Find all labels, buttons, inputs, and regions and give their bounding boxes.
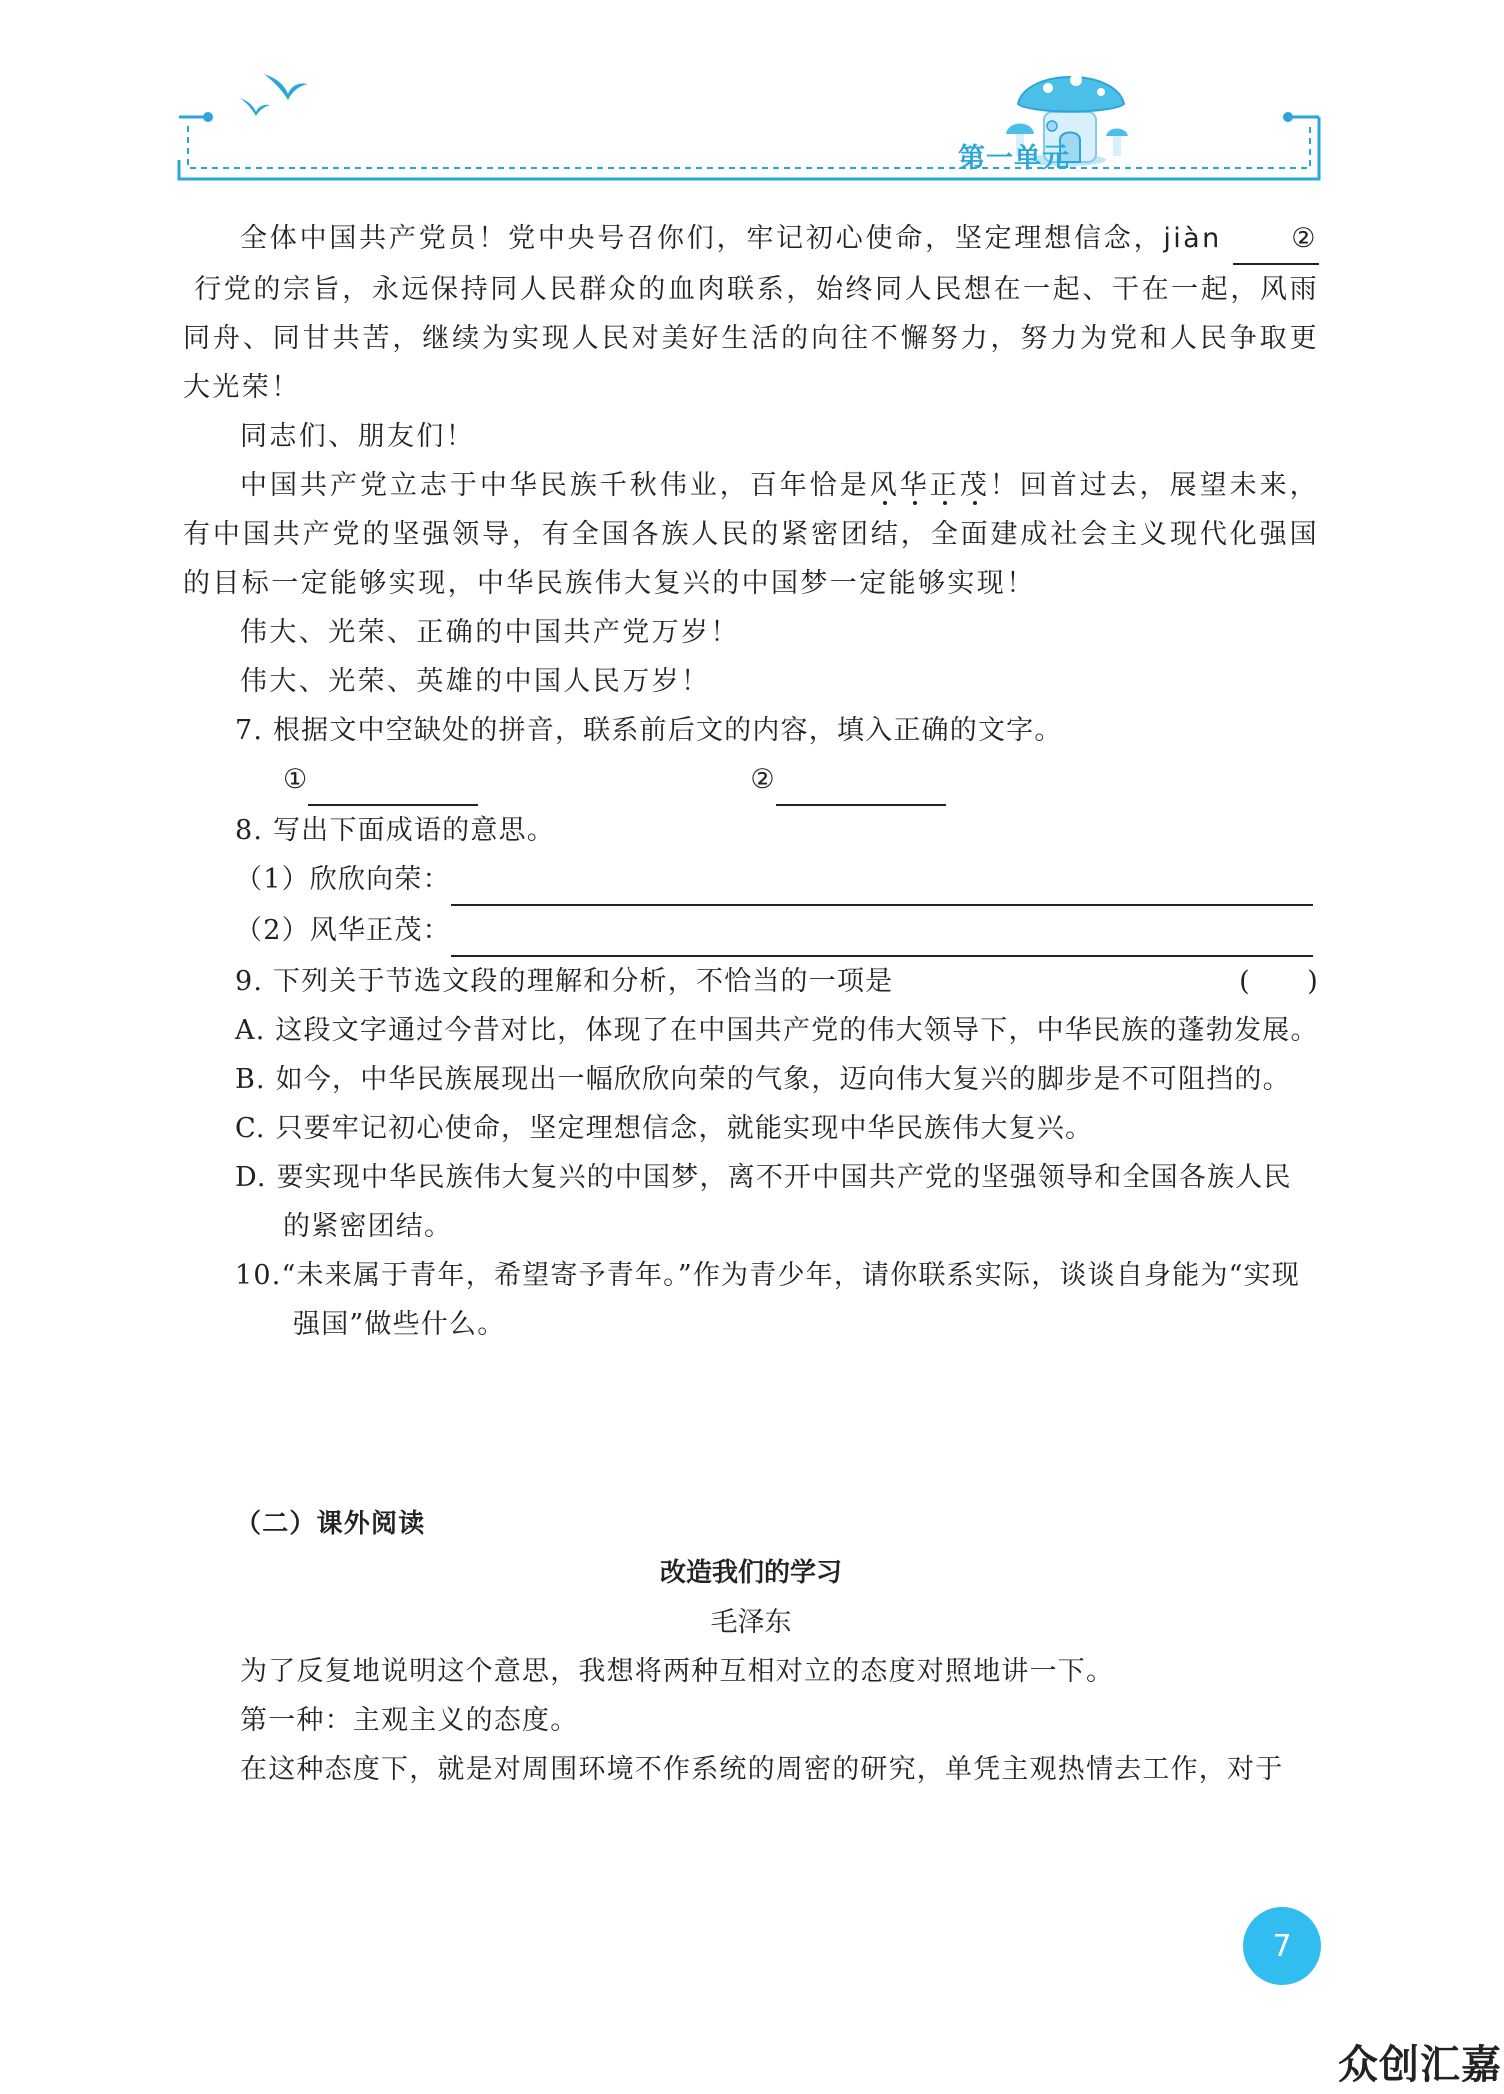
emphasis-char: 茂	[959, 470, 990, 501]
passage-paragraph: 伟大、光荣、正确的中国共产党万岁！	[240, 617, 740, 648]
emphasis-char: 风	[869, 470, 900, 501]
passage-text: 全体中国共产党员！党中央号召你们，牢记初心使命，坚定理想信念，	[240, 223, 1164, 254]
answer-line[interactable]	[451, 906, 1313, 957]
emphasis-char: 正	[929, 470, 960, 501]
article-author: 毛泽东	[710, 1607, 792, 1638]
article-paragraph: 第一种：主观主义的态度。	[240, 1705, 579, 1736]
answer-blank-2[interactable]	[776, 755, 946, 806]
answer-blank-1[interactable]	[308, 755, 478, 806]
question-8: 8. 写出下面成语的意思。	[235, 815, 555, 846]
section-heading: （二）课外阅读	[235, 1509, 426, 1539]
page-content	[183, 214, 1319, 1794]
passage-text: ！回首过去，展望未来，有中国共产党的坚强领导，有全国各族人民的紧密团结，全面建成社会主义现代化强国的目标一定能够实现，中华民族伟大复兴的中国梦一定能够实现！	[183, 470, 1320, 599]
question-7: 7. 根据文中空缺处的拼音，联系前后文的内容，填入正确的文字。	[235, 715, 1063, 746]
option-c[interactable]: C. 只要牢记初心使命，坚定理想信念，就能实现中华民族伟大复兴。	[235, 1113, 1094, 1144]
article-paragraph: 为了反复地说明这个意思，我想将两种互相对立的态度对照地讲一下。	[240, 1656, 1115, 1687]
article-paragraph: 在这种态度下，就是对周围环境不作系统的周密的研究，单凭主观热情去工作，对于	[240, 1754, 1284, 1785]
passage-paragraph	[183, 461, 1319, 608]
passage-paragraph: 同志们、朋友们！	[240, 421, 476, 452]
pinyin-prompt: jiàn	[1163, 223, 1222, 254]
passage-paragraph	[183, 214, 1319, 412]
question-9	[183, 957, 1319, 1006]
page-number: 7	[1243, 1907, 1321, 1985]
emphasis-char: 华	[899, 470, 930, 501]
question-7-answers	[183, 755, 1319, 806]
answer-space[interactable]	[183, 1349, 1319, 1499]
article-title: 改造我们的学习	[659, 1558, 842, 1588]
sub-question-label: （2）风华正茂：	[235, 915, 451, 946]
answer-label: ①	[283, 764, 309, 795]
answer-label: ②	[750, 764, 776, 795]
bird-icon	[264, 74, 308, 100]
question-8-1	[183, 855, 1319, 906]
answer-bracket[interactable]: ( )	[1239, 966, 1319, 997]
question-8-2	[183, 906, 1319, 957]
unit-title: 第一单元	[958, 143, 1070, 174]
passage-paragraph: 伟大、光荣、英雄的中国人民万岁！	[240, 666, 711, 697]
passage-text: 中国共产党立志于中华民族千秋伟业，百年恰是	[240, 470, 870, 501]
bird-icon	[240, 98, 270, 116]
sub-question-label: （1）欣欣向荣：	[235, 864, 451, 895]
passage-text: 行党的宗旨，永远保持同人民群众的血肉联系，始终同人民想在一起、干在一起，风雨同舟、同甘共苦，继续为实现人民对美好生活的向往不懈努力，努力为党和人民争取更大光荣！	[183, 274, 1320, 403]
option-d[interactable]: D. 要实现中华民族伟大复兴的中国梦，离不开中国共产党的坚强领导和全国各族人民的紧密团结。	[235, 1162, 1292, 1242]
watermark: 众创汇嘉	[1338, 2042, 1502, 2088]
fill-blank-2[interactable]: ②	[1233, 214, 1319, 265]
question-text: 9. 下列关于节选文段的理解和分析，不恰当的一项是	[235, 966, 894, 997]
answer-line[interactable]	[451, 855, 1313, 906]
option-a[interactable]: A. 这段文字通过今昔对比，体现了在中国共产党的伟大领导下，中华民族的蓬勃发展。	[235, 1015, 1319, 1046]
question-10: 10.“未来属于青年，希望寄予青年。”作为青少年，请你联系实际，谈谈自身能为“实现强国”做些什么。	[235, 1260, 1301, 1340]
option-b[interactable]: B. 如今，中华民族展现出一幅欣欣向荣的气象，迈向伟大复兴的脚步是不可阻挡的。	[235, 1064, 1291, 1095]
unit-header-banner	[176, 64, 1322, 184]
header-decoration	[176, 64, 1322, 184]
